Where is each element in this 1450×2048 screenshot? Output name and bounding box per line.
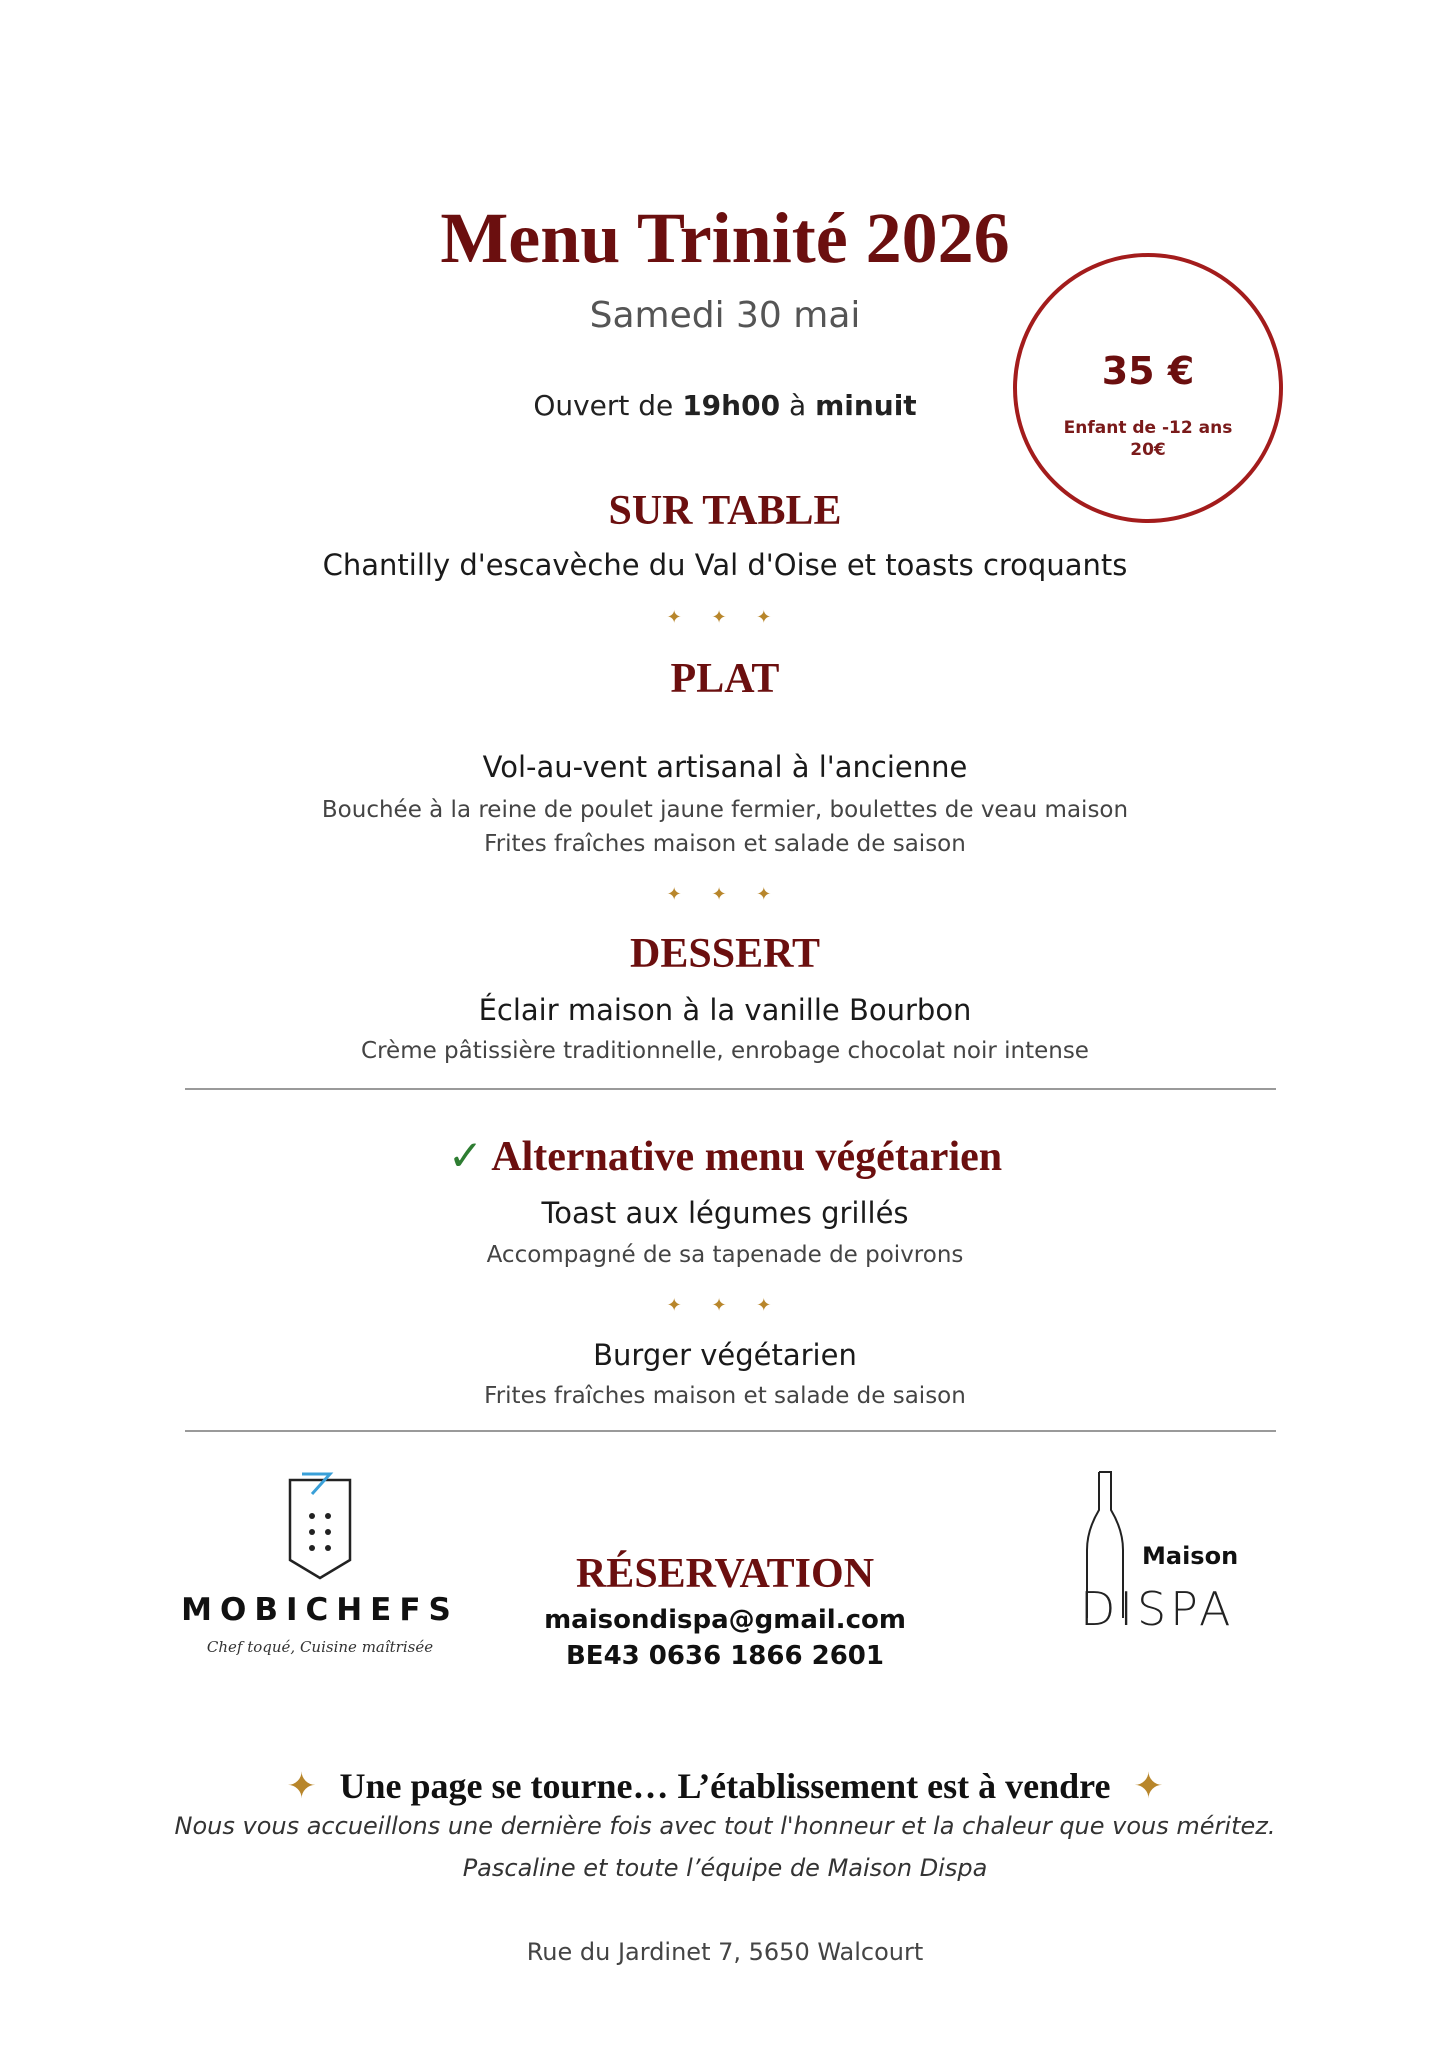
child-price-value: 20€: [1130, 440, 1166, 461]
dispa-maison: Maison: [1142, 1542, 1239, 1570]
event-date: Samedi 30 mai: [589, 295, 861, 336]
child-price: [1017, 417, 1279, 461]
veg-dish-1: Toast aux légumes grillés: [541, 1196, 909, 1230]
section-plat-title: PLAT: [670, 656, 780, 702]
dessert-desc: Crème pâtissière traditionnelle, enrobage chocolat noir intense: [361, 1038, 1089, 1064]
menu-title: Menu Trinité 2026: [440, 198, 1010, 278]
separator-stars: ✦ ✦ ✦: [666, 607, 784, 628]
separator-stars: ✦ ✦ ✦: [666, 884, 784, 905]
divider: [185, 1430, 1276, 1432]
veg-desc-1: Accompagné de sa tapenade de poivrons: [486, 1242, 964, 1268]
separator-stars: ✦ ✦ ✦: [666, 1295, 784, 1316]
sparkle-icon: ✦: [1133, 1766, 1164, 1807]
adult-price: 35 €: [1101, 349, 1195, 393]
sur-table-dish: Chantilly d'escavèche du Val d'Oise et toasts croquants: [322, 548, 1128, 582]
mobichefs-tagline: Chef toqué, Cuisine maîtrisée: [206, 1638, 434, 1656]
reservation-iban: BE43 0636 1866 2601: [565, 1641, 884, 1671]
sparkle-icon: ✦: [286, 1766, 317, 1807]
vegetarian-title: [0, 1136, 1450, 1178]
veg-desc-2: Frites fraîches maison et salade de saison: [484, 1383, 966, 1409]
leaf-icon: ✓: [447, 1134, 484, 1180]
footer-signature: Pascaline et toute l’équipe de Maison Dispa: [462, 1854, 988, 1882]
footer-headline: [0, 1768, 1450, 1805]
plat-dish: Vol-au-vent artisanal à l'ancienne: [482, 750, 968, 784]
price-badge: [1013, 253, 1283, 523]
child-label: Enfant de -12 ans: [1063, 418, 1233, 438]
veg-dish-2: Burger végétarien: [593, 1338, 857, 1372]
footer-headline-text: Une page se tourne… L’établissement est à vendre: [339, 1766, 1111, 1806]
reservation-email[interactable]: maisondispa@gmail.com: [544, 1605, 906, 1635]
open-to: minuit: [815, 389, 917, 422]
open-mid: à: [788, 389, 807, 422]
dessert-dish: Éclair maison à la vanille Bourbon: [478, 993, 972, 1027]
mobichefs-name: MOBICHEFS: [181, 1592, 459, 1628]
section-dessert-title: DESSERT: [630, 931, 820, 977]
open-prefix: Ouvert de: [533, 389, 674, 422]
divider: [185, 1088, 1276, 1090]
address: Rue du Jardinet 7, 5650 Walcourt: [526, 1938, 924, 1966]
open-from: 19h00: [682, 389, 781, 422]
plat-desc-1: Bouchée à la reine de poulet jaune fermier, boulettes de veau maison: [321, 797, 1129, 823]
vegetarian-title-text: Alternative menu végétarien: [491, 1134, 1003, 1180]
footer-message: Nous vous accueillons une dernière fois avec tout l'honneur et la chaleur que vous méritez.: [174, 1812, 1276, 1840]
section-sur-table-title: SUR TABLE: [608, 488, 842, 534]
reservation-title: RÉSERVATION: [575, 1551, 875, 1597]
dispa-name: DISPA: [1080, 1582, 1235, 1636]
plat-desc-2: Frites fraîches maison et salade de saison: [484, 831, 966, 857]
maison-dispa-logo: [1080, 1470, 1270, 1640]
